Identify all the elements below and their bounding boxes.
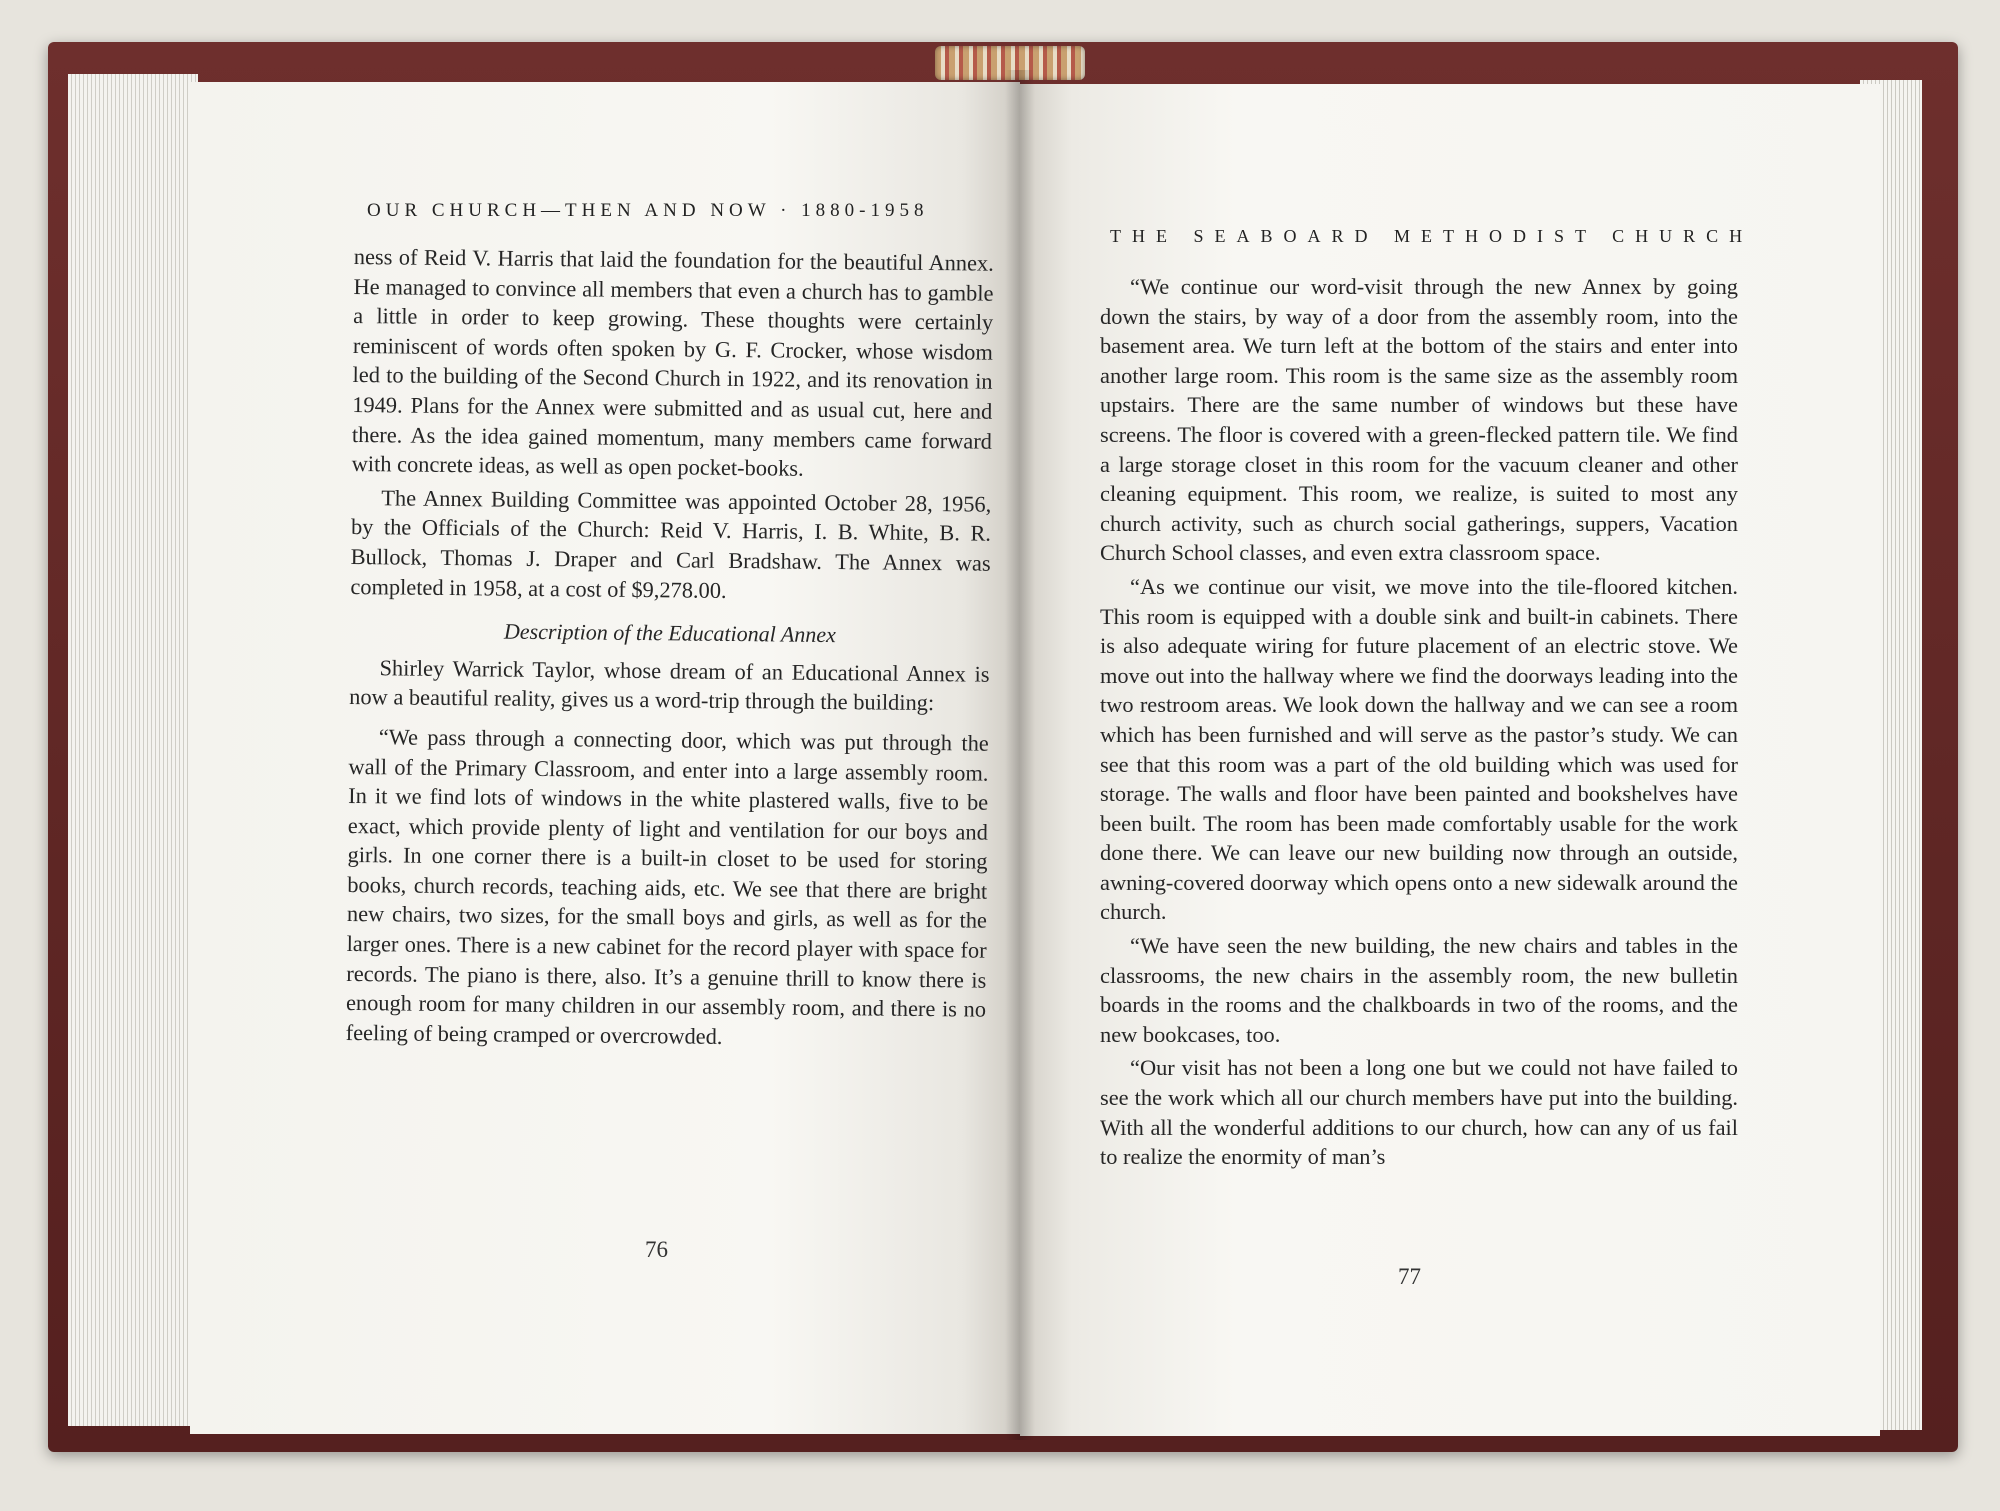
paragraph: “We pass through a connecting door, which was put through the wall of the Primary Classroom, and enter into a large assembly room. In it we find lots of windows in the white plastered walls, five to be exact, which provide plenty of light and ventilation for our boys and girls. In one corner there is a built-in closet to be used for storing books, church records, teaching aids, etc. We see that there are bright new chairs, two sizes, for the small boys and girls, as well as for the larger ones. There is a new cabinet for the record player with space for records. The piano is there, also. It’s a genuine thrill to know there is enough room for many children in our assembly room, and there is no feeling of being cramped or overcrowded. [345,724,989,1049]
left-page [190,82,1020,1434]
paragraph: ness of Reid V. Harris that laid the foundation for the beautiful Annex. He managed to convince all members that even a church has to gamble a little in order to keep growing. These thoughts were certainly reminiscent of words often spoken by G. F. Crocker, whose wisdom led to the building of the Second Church in 1922, and its renovation in 1949. Plans for the Annex were submitted and as usual cut, here and there. As the idea gained momentum, many members came forward with concrete ideas, as well as open pocket-books. [351,243,994,481]
paragraph: Shirley Warrick Taylor, whose dream of an Educational Annex is now a beautiful reality, gives us a word-trip through the building: [349,655,990,716]
paragraph: “We continue our word-visit through the new Annex by going down the stairs, by way of a door from the assembly room, into the basement area. We turn left at the bottom of the stairs and enter into another large room. This room is the same size as the assembly room upstairs. There are the same number of windows but these have screens. The floor is covered with a green-flecked pattern tile. We find a large storage closet in this room for the vacuum cleaner and other cleaning equipment. This room, we realize, is suited to most any church activity, such as church social gatherings, suppers, Vacation Church School classes, and even extra classroom space. [1100,274,1738,566]
paragraph: The Annex Building Committee was appointed October 28, 1956, by the Officials of the Church: Reid V. Harris, I. B. White, B. R. Bullock, Thomas J. Draper and Carl Bradshaw. The Annex was completed in 1958, at a cost of $9,278.00. [350,485,992,603]
right-page [1020,84,1880,1436]
running-head-right: THE SEABOARD METHODIST CHURCH [1110,226,1754,246]
book-gutter-shadow [1005,70,1035,1440]
running-head-left: OUR CHURCH—THEN AND NOW · 1880-1958 [367,200,929,221]
section-heading: Description of the Educational Annex [503,618,837,648]
paragraph: “As we continue our visit, we move into the tile-floored kitchen. This room is equipped with a double sink and built-in cabinets. There is also adequate wiring for future placement of an electric stove. We move out into the hallway where we find the doorways leading into the two restroom areas. We look down the hallway and we can see a room which has been furnished and will serve as the pastor’s study. We can see that this room was a part of the old building which was used for storage. The walls and floor have been painted and bookshelves have been built. The room has been made comfortably usable for the work done there. We can leave our new building now through an outside, awning-covered doorway which opens onto a new sidewalk around the church. [1100,573,1738,925]
right-page-body [1100,272,1738,1176]
paragraph: “Our visit has not been a long one but we could not have failed to see the work which all our church members have put into the building. With all the wonderful additions to our church, how can any of us fail to realize the enormity of man’s [1100,1055,1738,1170]
page-edges-left [68,74,198,1426]
page-number-right: 77 [1398,1264,1421,1289]
left-page-body [346,242,994,1058]
page-number-left: 76 [645,1237,668,1262]
paragraph: “We have seen the new building, the new chairs and tables in the classrooms, the new chairs in the assembly room, the new bulletin boards in the rooms and the chalkboards in two of the rooms, and the new bookcases, too. [1100,933,1738,1047]
